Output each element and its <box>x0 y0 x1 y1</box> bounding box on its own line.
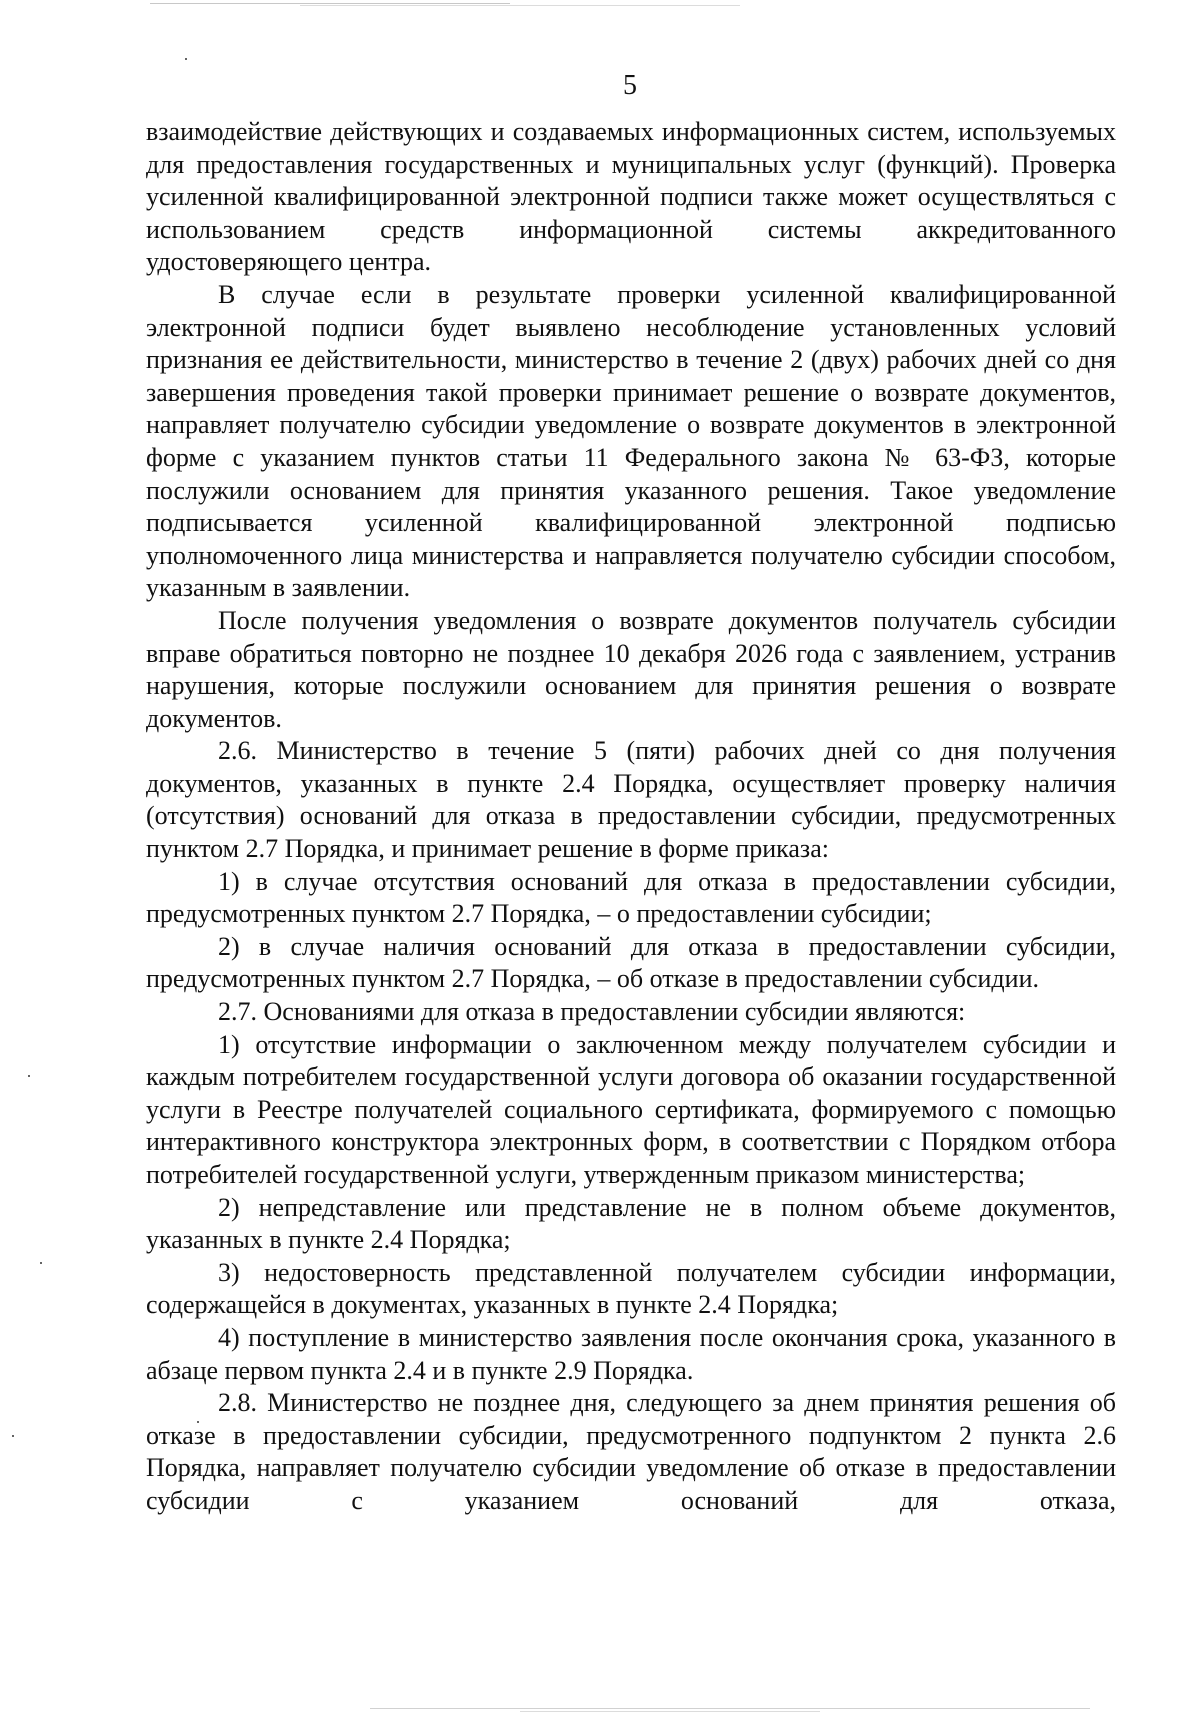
scan-artifact-line <box>150 3 510 4</box>
paragraph: 2.6. Министерство в течение 5 (пяти) рабочих дней со дня получения документов, указанных в пункте 2.4 Порядка, осуществляет проверку наличия (отсутствия) оснований для отказа в предоставлении субсидии, предусмотренных пунктом 2.7 Порядка, и принимает решение в форме приказа: <box>146 736 1116 864</box>
paragraph: 2.8. Министерство не позднее дня, следующего за днем принятия решения об отказе в предоставлении субсидии, предусмотренного подпунктом 2 пункта 2.6 Порядка, направляет получателю субсидии уведомление об отказе в предоставлении субсидии с указанием оснований для отказа, <box>146 1388 1116 1515</box>
paragraph: взаимодействие действующих и создаваемых информационных систем, используемых для предоставления государственных и муниципальных услуг (функций). Проверка усиленной квалифицированной электронной подписи также может осуществляться с использованием средств информационной системы аккредитованного удостоверяющего центра. <box>146 117 1116 277</box>
paragraph: 2.7. Основаниями для отказа в предоставлении субсидии являются: <box>218 997 966 1027</box>
list-item: 2) непредставление или представление не в полном объеме документов, указанных в пункте 2.4 Порядка; <box>146 1192 1116 1255</box>
paragraph: В случае если в результате проверки усиленной квалифицированной электронной подписи будет выявлено несоблюдение установленных условий признания ее действительности, министерство в течение 2 (двух) рабочих дней со дня завершения проведения такой проверки принимает решение о возврате документов, направляет получателю субсидии уведомление о возврате документов в электронной форме с указанием пунктов статьи 11 Федерального закона № 63-ФЗ, которые послужили основанием для принятия указанного решения. Такое уведомление подписывается усиленной квалифицированной электронной подписью уполномоченного лица министерства и направляется получателю субсидии способом, указанным в заявлении. <box>146 279 1116 603</box>
list-item: 4) поступление в министерство заявления после окончания срока, указанного в абзаце первом пункта 2.4 и в пункте 2.9 Порядка. <box>146 1322 1116 1385</box>
list-item: 1) отсутствие информации о заключенном между получателем субсидии и каждым потребителем государственной услуги договора об оказании государственной услуги в Реестре получателей социального сертификата, формируемого с помощью интерактивного конструктора электронных форм, в соответствии с Порядком отбора потребителей государственной услуги, утвержденным приказом министерства; <box>146 1029 1116 1189</box>
scan-artifact-line <box>520 1711 820 1712</box>
scan-speck <box>185 58 187 60</box>
scan-artifact-line <box>300 5 740 6</box>
scan-artifact-line <box>370 1708 1090 1709</box>
page-number: 5 <box>623 70 637 101</box>
document-body <box>146 116 1116 1518</box>
list-item: 2) в случае наличия оснований для отказа в предоставлении субсидии, предусмотренных пунктом 2.7 Порядка, – об отказе в предоставлении субсидии. <box>146 931 1116 994</box>
list-item: 3) недостоверность представленной получателем субсидии информации, содержащейся в документах, указанных в пункте 2.4 Порядка; <box>146 1257 1116 1320</box>
scan-speck <box>12 1435 14 1437</box>
scan-speck <box>40 1262 42 1264</box>
paragraph: После получения уведомления о возврате документов получатель субсидии вправе обратиться повторно не позднее 10 декабря 2026 года с заявлением, устранив нарушения, которые послужили основанием для принятия решения о возврате документов. <box>146 605 1116 733</box>
scan-speck <box>28 1075 30 1077</box>
list-item: 1) в случае отсутствия оснований для отказа в предоставлении субсидии, предусмотренных пунктом 2.7 Порядка, – о предоставлении субсидии; <box>146 866 1116 929</box>
